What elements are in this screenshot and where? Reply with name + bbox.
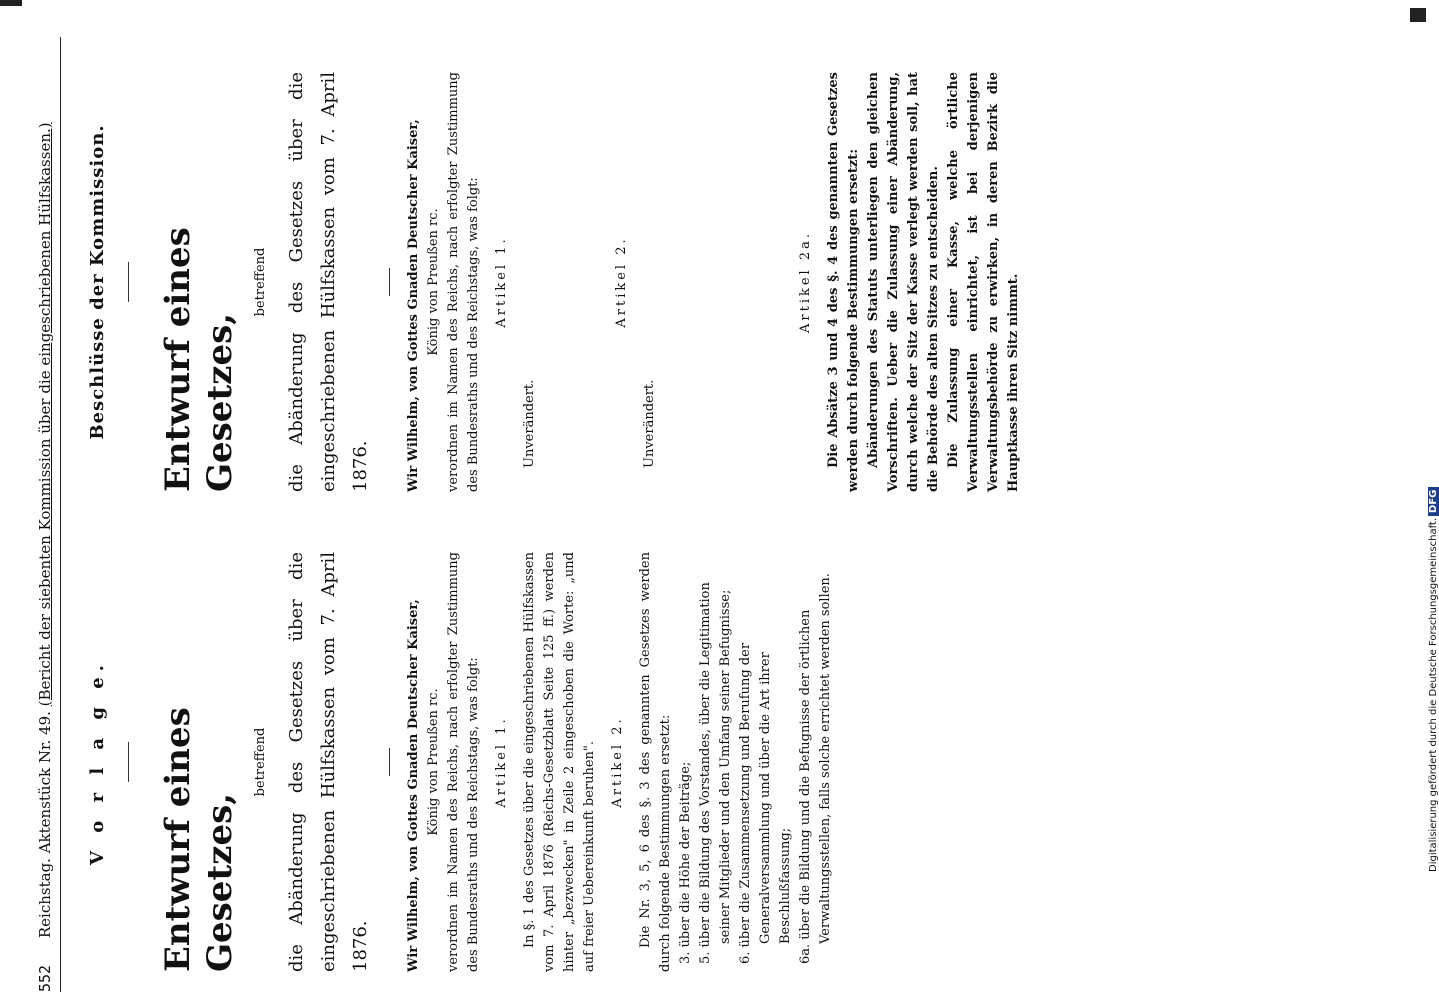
divider <box>389 268 390 296</box>
law-lead: die Abänderung des Gesetzes über die eingeschriebenen Hülfskassen vom 7. April 1876. <box>286 72 371 492</box>
article-1-label: Artikel 1. <box>494 236 509 328</box>
digitization-note <box>1428 72 1439 872</box>
article-1-text: Unverändert. <box>522 379 537 468</box>
scan-corner-mark <box>1410 8 1426 22</box>
list-item: 3. über die Höhe der Beiträge; <box>678 761 693 964</box>
dfg-logo: DFG <box>1428 487 1439 516</box>
article-2-label: Artikel 2. <box>614 236 629 328</box>
law-title: Entwurf eines Gesetzes, <box>158 707 240 972</box>
law-subtitle: betreffend <box>253 247 268 317</box>
divider <box>128 262 129 302</box>
digitization-text: Digitalisierung gefördert durch die Deutsche Forschungsgemeinschaft. <box>1428 517 1439 872</box>
list-item: 5. über die Bildung des Vorstandes, über die Legitimation seiner Mitglieder und den Umfang seiner Befugnisse; <box>698 582 733 964</box>
intro-name: Wir Wilhelm, von Gottes Gnaden Deutscher Kaiser, <box>406 599 421 972</box>
list-item: 6a. über die Bildung und die Befugnisse der örtlichen Verwaltungsstellen, falls solche errichtet werden sollen. <box>798 573 833 964</box>
article-2a-label: Artikel 2a. <box>798 231 813 333</box>
header-text: Reichstag. Aktenstück Nr. 49. <box>36 711 54 939</box>
intro-text: verordnen im Namen des Reichs, nach erfolgter Zustimmung des Bundesraths und des Reichstags, was folgt: <box>446 72 481 492</box>
column-beschluesse <box>70 72 1024 492</box>
rotated-page <box>30 32 1439 992</box>
law-lead: die Abänderung des Gesetzes über die eingeschriebenen Hülfskassen vom 7. April 1876. <box>286 552 371 972</box>
divider <box>128 742 129 782</box>
divider <box>389 748 390 776</box>
law-title: Entwurf eines Gesetzes, <box>158 227 240 492</box>
page-header <box>30 37 61 992</box>
list-item: 6. über die Zusammensetzung und Berufung der Generalversammlung und über die Art ihrer Beschlußfassung; <box>738 642 793 964</box>
intro-king: König von Preußen rc. <box>426 688 441 836</box>
header-reference: (Bericht der siebenten Kommission über die eingeschriebenen Hülfskassen.) <box>36 122 54 707</box>
law-subtitle: betreffend <box>253 727 268 797</box>
article-2-text: Die Nr. 3, 5, 6 des §. 3 des genannten Gesetzes werden durch folgende Bestimmungen ersetzt: <box>638 552 673 972</box>
article-2-label: Artikel 2. <box>610 716 625 808</box>
column-title-beschluesse: Beschlüsse der Kommission. <box>87 124 108 440</box>
article-1-text: In §. 1 des Gesetzes über die eingeschriebenen Hülfskassen vom 7. April 1876 (Reichs-Gesetzblatt Seite 125 ff.) werden hinter „bezwecken" in Zeile 2 eingeschoben die Worte: „und auf freier Uebereinkunft beruhen". <box>522 552 597 972</box>
column-vorlage <box>70 552 836 972</box>
article-2a-paragraph-2: Die Zulassung einer Kasse, welche örtliche Verwaltungsstellen einrichtet, ist bei derjenigen Verwaltungsbehörde zu erwirken, in deren Bezirk die Hauptkasse ihren Sitz nimmt. <box>946 72 1021 492</box>
article-2a-text: Die Absätze 3 und 4 des §. 4 des genannten Gesetzes werden durch folgende Bestimmungen ersetzt: <box>826 72 861 492</box>
column-title-vorlage: V o r l a g e. <box>87 659 108 865</box>
intro-name: Wir Wilhelm, von Gottes Gnaden Deutscher Kaiser, <box>406 119 421 492</box>
page-number: 552 <box>36 964 54 992</box>
intro-king: König von Preußen rc. <box>426 208 441 356</box>
article-2a-paragraph-1: Abänderungen des Statuts unterliegen den gleichen Vorschriften. Ueber die Zulassung einer Abänderung, durch welche der Sitz der Kasse verlegt werden soll, hat die Behörde des alten Sitzes zu entscheiden. <box>866 72 941 492</box>
article-2-text: Unverändert. <box>642 379 657 468</box>
scan-edge-mark <box>0 0 22 6</box>
intro-text: verordnen im Namen des Reichs, nach erfolgter Zustimmung des Bundesraths und des Reichstags, was folgt: <box>446 552 481 972</box>
article-1-label: Artikel 1. <box>494 716 509 808</box>
